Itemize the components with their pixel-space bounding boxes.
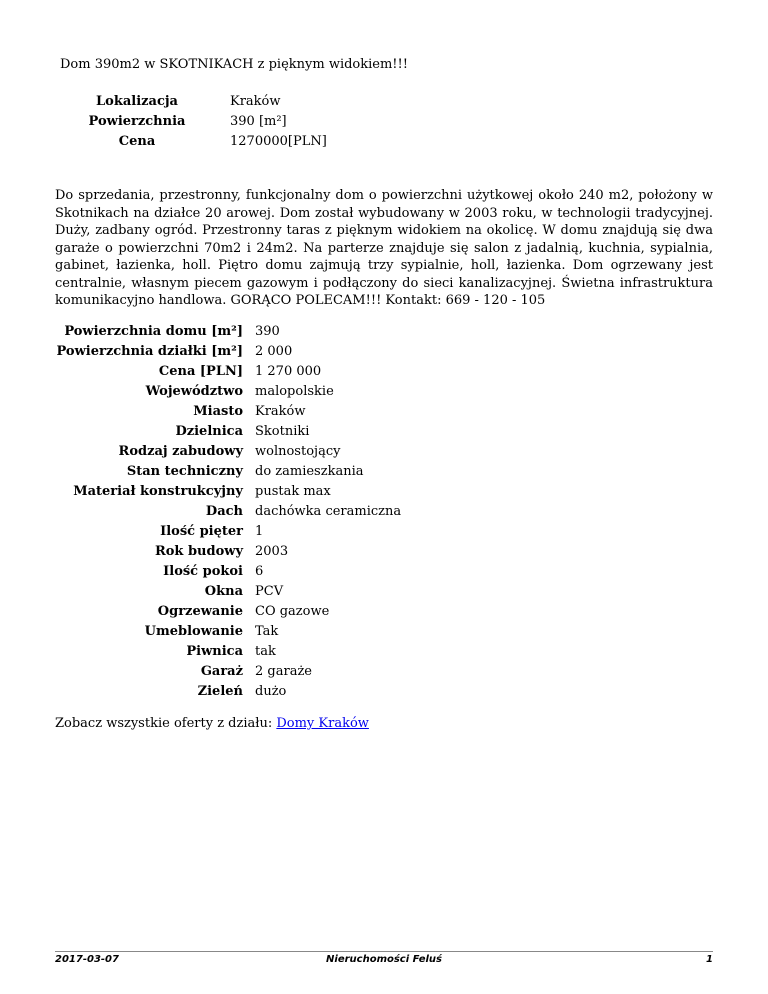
summary-label: Lokalizacja: [96, 94, 178, 109]
summary-label: Cena: [118, 134, 156, 149]
detail-row: [55, 502, 401, 522]
detail-value: Skotniki: [255, 424, 310, 439]
summary-value: 1270000[PLN]: [230, 134, 327, 149]
detail-label: Województwo: [145, 384, 243, 399]
detail-row: [55, 322, 401, 342]
detail-row: [55, 362, 401, 382]
detail-value: 2003: [255, 544, 289, 559]
summary-row: [82, 133, 327, 153]
detail-value: 6: [255, 564, 264, 579]
detail-value: 390: [255, 324, 280, 339]
footer-page-number: 1: [706, 954, 713, 965]
footer-date: 2017-03-07: [55, 954, 119, 965]
detail-label: Okna: [204, 584, 243, 599]
detail-row: [55, 422, 401, 442]
detail-row: [55, 622, 401, 642]
summary-row: [82, 113, 327, 133]
detail-label: Dzielnica: [175, 424, 243, 439]
summary-value: 390 [m²]: [230, 114, 287, 129]
details-table: [55, 322, 401, 702]
detail-value: 2 garaże: [255, 664, 312, 679]
detail-label: Powierzchnia działki [m²]: [56, 344, 243, 359]
listing-title: Dom 390m2 w SKOTNIKACH z pięknym widokiem!!!: [60, 57, 408, 72]
summary-row: [82, 93, 327, 113]
detail-row: [55, 642, 401, 662]
detail-row: [55, 462, 401, 482]
category-link[interactable]: Domy Kraków: [276, 716, 369, 731]
description: Do sprzedania, przestronny, funkcjonalny dom o powierzchni użytkowej około 240 m2, położony w Skotnikach na działce 20 arowej. Dom został wybudowany w 2003 roku, w technologii tradycyjnej. Duży, zadbany ogród. Przestronny taras z pięknym widokiem na okolicę. W domu znajdują się dwa garaże o powierzchni 70m2 i 24m2. Na parterze znajduje się salon z jadalnią, kuchnia, sypialnia, gabinet, łazienka, holl. Piętro domu zajmują trzy sypialnie, holl, łazienka. Dom ogrzewany jest centralnie, własnym piecem gazowym i podłączony do sieci kanalizacyjnej. Świetna infrastruktura komunikacyjno handlowa. GORĄCO POLECAM!!! Kontakt: 669 - 120 - 105: [55, 188, 713, 308]
detail-label: Ilość pięter: [160, 524, 243, 539]
detail-label: Stan techniczny: [126, 464, 243, 479]
detail-value: PCV: [255, 584, 284, 599]
detail-value: wolnostojący: [255, 444, 341, 459]
detail-label: Garaż: [200, 664, 243, 679]
detail-row: [55, 402, 401, 422]
detail-label: Piwnica: [186, 644, 243, 659]
summary-table: [82, 93, 327, 153]
detail-value: 2 000: [255, 344, 293, 359]
detail-label: Ilość pokoi: [163, 564, 243, 579]
detail-label: Miasto: [193, 404, 243, 419]
detail-row: [55, 382, 401, 402]
detail-value: 1 270 000: [255, 364, 322, 379]
detail-label: Ogrzewanie: [157, 604, 243, 619]
more-offers-prefix: Zobacz wszystkie oferty z działu:: [55, 716, 277, 731]
detail-row: [55, 522, 401, 542]
detail-label: Cena [PLN]: [158, 364, 243, 379]
details-body: [55, 322, 401, 702]
detail-row: [55, 342, 401, 362]
detail-row: [55, 442, 401, 462]
detail-label: Powierzchnia domu [m²]: [64, 324, 243, 339]
detail-label: Umeblowanie: [144, 624, 243, 639]
detail-label: Dach: [205, 504, 243, 519]
detail-value: pustak max: [255, 484, 331, 499]
detail-value: do zamieszkania: [255, 464, 364, 479]
detail-row: [55, 482, 401, 502]
detail-row: [55, 602, 401, 622]
more-offers: [55, 716, 369, 731]
detail-value: dużo: [255, 684, 287, 699]
summary-value: Kraków: [230, 94, 281, 109]
detail-row: [55, 662, 401, 682]
detail-row: [55, 682, 401, 702]
detail-value: dachówka ceramiczna: [255, 504, 402, 519]
detail-label: Rodzaj zabudowy: [118, 444, 243, 459]
detail-value: Tak: [255, 624, 279, 639]
detail-label: Materiał konstrukcyjny: [73, 484, 243, 499]
detail-row: [55, 562, 401, 582]
summary-label: Powierzchnia: [88, 114, 186, 129]
detail-value: malopolskie: [255, 384, 334, 399]
detail-value: Kraków: [255, 404, 306, 419]
detail-label: Rok budowy: [154, 544, 243, 559]
detail-row: [55, 542, 401, 562]
detail-value: 1: [255, 524, 264, 539]
detail-value: CO gazowe: [255, 604, 330, 619]
footer-company: Nieruchomości Feluś: [326, 954, 442, 965]
footer-divider: [55, 951, 713, 952]
detail-label: Zieleń: [197, 684, 243, 699]
detail-value: tak: [255, 644, 276, 659]
detail-row: [55, 582, 401, 602]
